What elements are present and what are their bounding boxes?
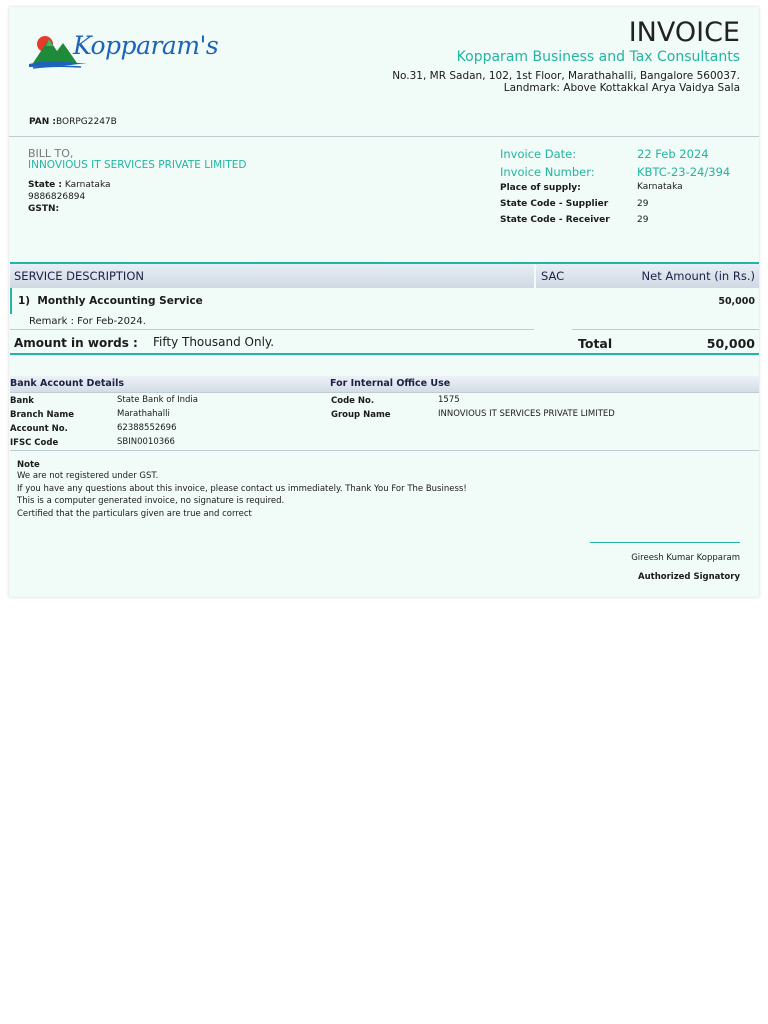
divider — [9, 136, 759, 137]
total-label: Total — [578, 336, 613, 351]
note-heading: Note — [17, 460, 40, 470]
place-of-supply-label: Place of supply: — [500, 183, 581, 193]
signature-line — [590, 542, 740, 543]
col-divider — [534, 264, 536, 288]
branch-value: Marathahalli — [117, 409, 170, 419]
col-description: SERVICE DESCRIPTION — [14, 269, 144, 283]
total-value: 50,000 — [706, 336, 755, 351]
client-name: INNOVIOUS IT SERVICES PRIVATE LIMITED — [28, 159, 247, 171]
signatory-name: Gireesh Kumar Kopparam — [631, 553, 740, 563]
bill-to-heading: BILL TO, — [28, 147, 74, 160]
amount-in-words-value: Fifty Thousand Only. — [153, 335, 275, 349]
note-line: We are not registered under GST. — [17, 471, 159, 481]
group-name-value: INNOVIOUS IT SERVICES PRIVATE LIMITED — [438, 409, 615, 419]
ifsc-value: SBIN0010366 — [117, 437, 175, 447]
account-label: Account No. — [10, 424, 68, 434]
divider — [572, 329, 759, 330]
col-amount: Net Amount (in Rs.) — [641, 269, 755, 283]
document-title: INVOICE — [628, 17, 740, 48]
note-line: Certified that the particulars given are true and correct — [17, 509, 252, 519]
company-address: No.31, MR Sadan, 102, 1st Floor, Marathahalli, Bangalore 560037. — [392, 70, 740, 82]
state-value: Karnataka — [64, 180, 111, 190]
company-name: Kopparam Business and Tax Consultants — [456, 49, 740, 65]
company-logo — [29, 29, 219, 73]
note-line: This is a computer generated invoice, no signature is required. — [17, 496, 285, 506]
row-marker — [10, 288, 12, 314]
group-name-label: Group Name — [331, 410, 391, 420]
services-table-header — [10, 262, 759, 288]
ifsc-label: IFSC Code — [10, 438, 59, 448]
receiver-code-value: 29 — [637, 215, 649, 225]
bank-label: Bank — [10, 396, 34, 406]
bank-value: State Bank of India — [117, 395, 199, 405]
supplier-code-label: State Code - Supplier — [500, 199, 609, 209]
invoice-number-label: Invoice Number: — [500, 165, 595, 179]
invoice-sheet — [9, 7, 759, 597]
invoice-number-value: KBTC-23-24/394 — [637, 165, 731, 179]
divider — [10, 450, 759, 451]
note-line: If you have any questions about this invoice, please contact us immediately. Thank You For The Business! — [17, 484, 467, 494]
divider — [10, 353, 759, 355]
col-sac: SAC — [541, 269, 565, 283]
pan-row — [29, 117, 117, 127]
code-no-label: Code No. — [331, 396, 375, 406]
state-label: State : — [28, 180, 62, 190]
divider — [10, 392, 759, 393]
pan-value: BORPG2247B — [56, 117, 117, 127]
company-landmark: Landmark: Above Kottakkal Arya Vaidya Sala — [503, 82, 740, 94]
client-phone: 9886826894 — [28, 192, 86, 202]
place-of-supply-value: Karnataka — [637, 182, 683, 192]
gstn-label: GSTN: — [28, 204, 60, 214]
service-name: Monthly Accounting Service — [37, 295, 203, 307]
pan-label: PAN : — [29, 117, 56, 127]
receiver-code-label: State Code - Receiver — [500, 215, 610, 225]
code-no-value: 1575 — [438, 395, 460, 405]
bank-heading: Bank Account Details — [10, 378, 125, 389]
service-row — [18, 295, 203, 307]
client-state — [28, 180, 111, 190]
details-header — [10, 376, 759, 392]
invoice-date-label: Invoice Date: — [500, 147, 577, 161]
branch-label: Branch Name — [10, 410, 74, 420]
divider — [10, 329, 534, 330]
service-index: 1) — [18, 295, 31, 307]
service-remark: Remark : For Feb-2024. — [29, 316, 146, 327]
account-value: 62388552696 — [117, 423, 177, 433]
amount-in-words-label: Amount in words : — [14, 336, 138, 350]
signatory-title: Authorized Signatory — [638, 572, 740, 582]
service-amount: 50,000 — [718, 296, 755, 307]
supplier-code-value: 29 — [637, 199, 649, 209]
logo-text: Kopparam's — [73, 31, 219, 60]
internal-heading: For Internal Office Use — [330, 378, 451, 389]
invoice-date-value: 22 Feb 2024 — [637, 147, 709, 161]
